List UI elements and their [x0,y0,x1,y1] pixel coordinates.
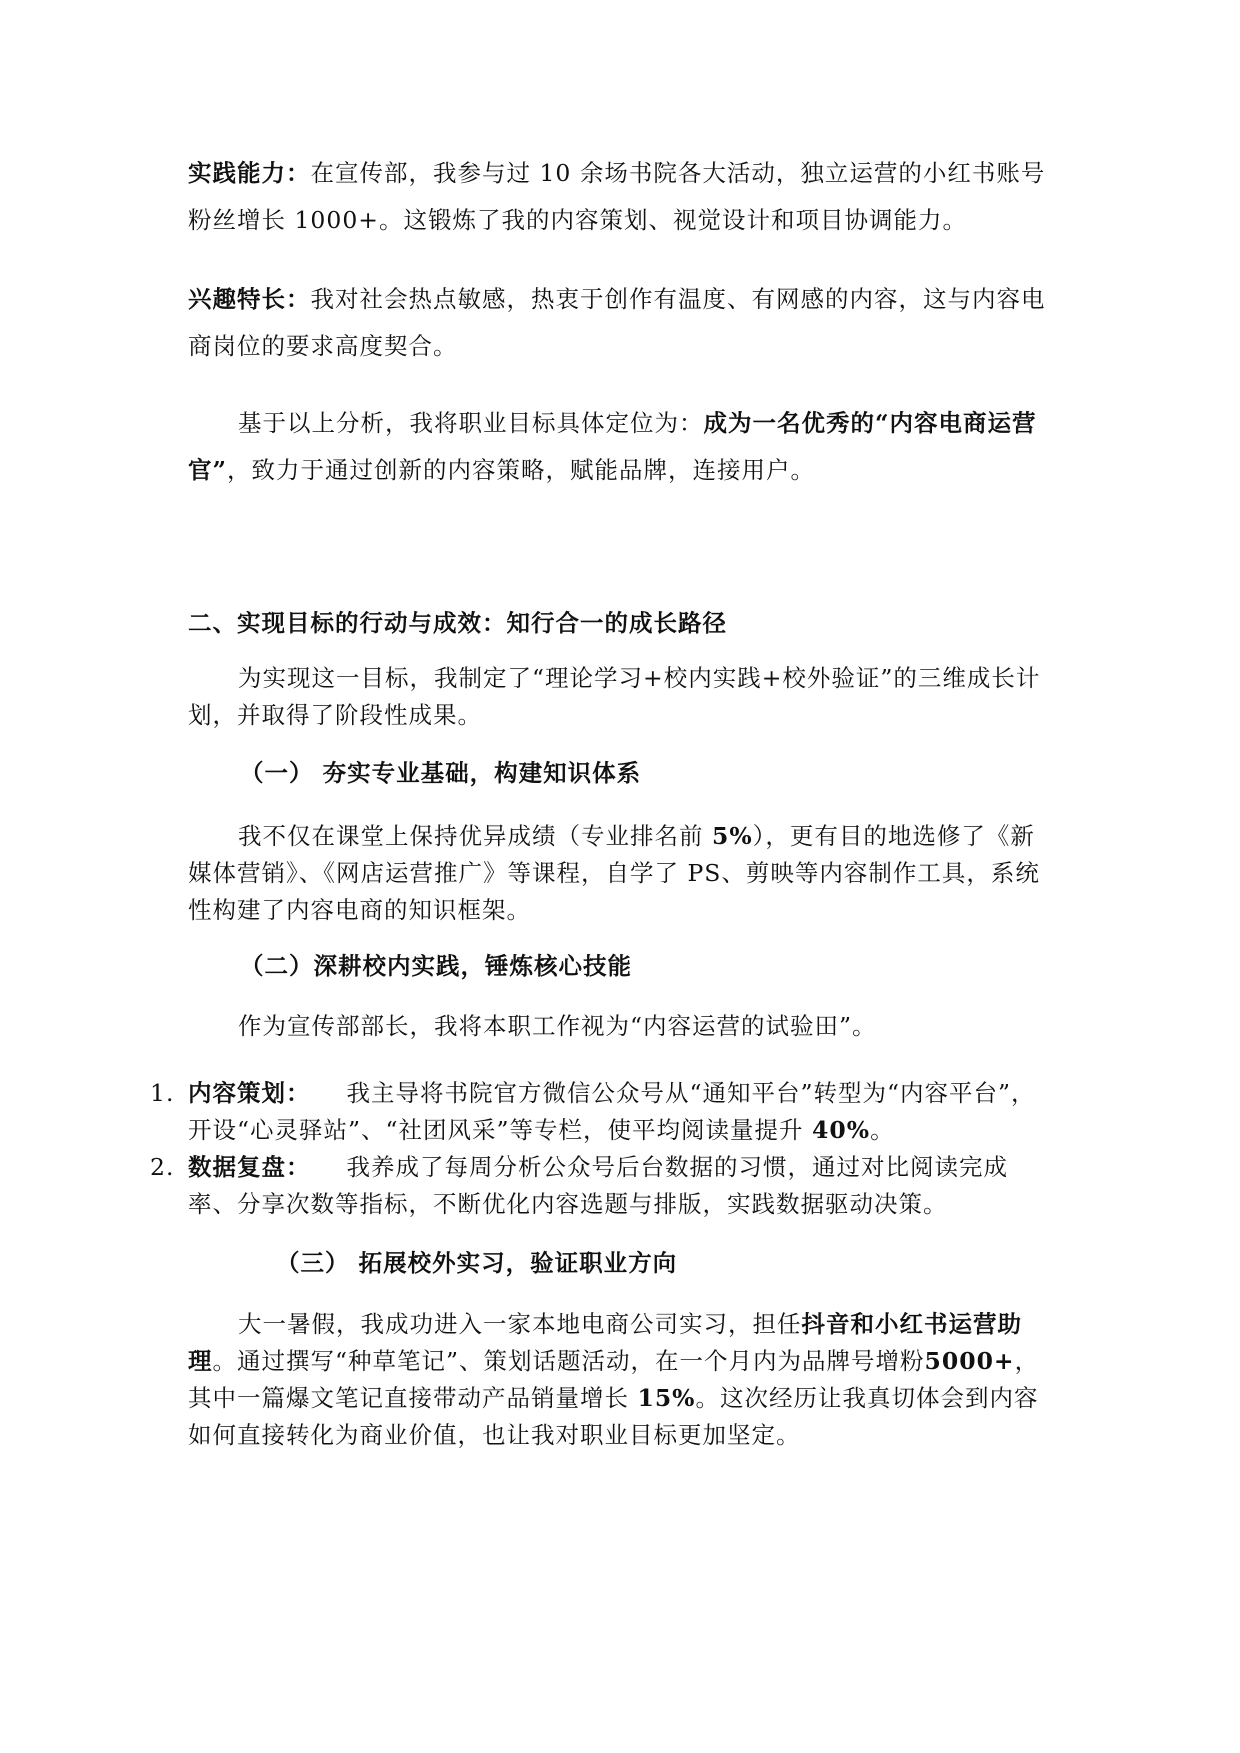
list-metric: 40% [812,1116,871,1144]
sub1-rank: 5% [711,822,753,850]
sub3-sales: 15% [637,1384,696,1412]
sub1-text-before: 我不仅在课堂上保持优异成绩（专业排名前 [238,822,712,850]
list-text-before: 我主导将书院官方微信公众号从“通知平台”转型为“内容平台”，开设“心灵驿站”、“社团风采”等专栏，使平均阅读量提升 [188,1079,1036,1144]
list-item [150,1075,1050,1149]
goal-highlight: 成为一名优秀的“内容电商运营官” [188,409,1037,484]
sub1-text-after: ），更有目的地选修了《新媒体营销》、《网店运营推广》等课程，自学了 PS、剪映等内容制作工具，系统性构建了内容电商的知识框架。 [188,822,1040,924]
list-number: 2. [150,1153,175,1181]
practice-text: 在宣传部，我参与过 10 余场书院各大活动，独立运营的小红书账号粉丝增长 1000+。这锻炼了我的内容策划、视觉设计和项目协调能力。 [188,159,1046,234]
sub1-title: （一） 夯实专业基础，构建知识体系 [240,759,642,787]
goal-paragraph [188,400,1048,494]
practice-label: 实践能力： [188,159,311,187]
interest-text: 我对社会热点敏感，热衷于创作有温度、有网感的内容，这与内容电商岗位的要求高度契合。 [188,285,1046,360]
sub2-title: （二）深耕校内实践，锤炼核心技能 [240,952,632,980]
sub3-paragraph [188,1306,1048,1454]
list-text-after: 。 [870,1116,895,1144]
list-item [150,1149,1050,1223]
sub3-title: （三） 拓展校外实习，验证职业方向 [276,1249,678,1277]
sub3-role: 抖音和小红书运营助理 [188,1310,1022,1375]
interest-paragraph [188,276,1048,370]
sub3-text-middle: 。通过撰写“种草笔记”、策划话题活动，在一个月内为品牌号增粉 [212,1347,925,1375]
section2-title: 二、实现目标的行动与成效：知行合一的成长路径 [188,609,727,637]
list-label: 数据复盘： [188,1153,311,1181]
sub2-paragraph: 作为宣传部部长，我将本职工作视为“内容运营的试验田”。 [238,1012,877,1040]
goal-prefix: 基于以上分析，我将职业目标具体定位为： [238,409,704,437]
sub3-text-after: 。这次经历让我真切体会到内容如何直接转化为商业价值，也让我对职业目标更加坚定。 [188,1384,1039,1449]
section2-intro: 为实现这一目标，我制定了“理论学习+校内实践+校外验证”的三维成长计划，并取得了阶段性成果。 [188,664,1041,729]
practice-paragraph [188,150,1048,244]
list-label: 内容策划： [188,1079,311,1107]
list-text-before: 我养成了每周分析公众号后台数据的习惯，通过对比阅读完成率、分享次数等指标，不断优化内容选题与排版，实践数据驱动决策。 [188,1153,1008,1218]
goal-suffix: ，致力于通过创新的内容策略，赋能品牌，连接用户。 [227,456,816,484]
sub3-text-middle2: ，其中一篇爆文笔记直接带动产品销量增长 [188,1347,1040,1412]
list-number: 1. [150,1079,175,1107]
interest-label: 兴趣特长： [188,285,311,313]
sub1-paragraph [188,818,1048,929]
sub3-followers: 5000+ [924,1347,1015,1375]
sub3-text-before: 大一暑假，我成功进入一家本地电商公司实习，担任 [238,1310,802,1338]
